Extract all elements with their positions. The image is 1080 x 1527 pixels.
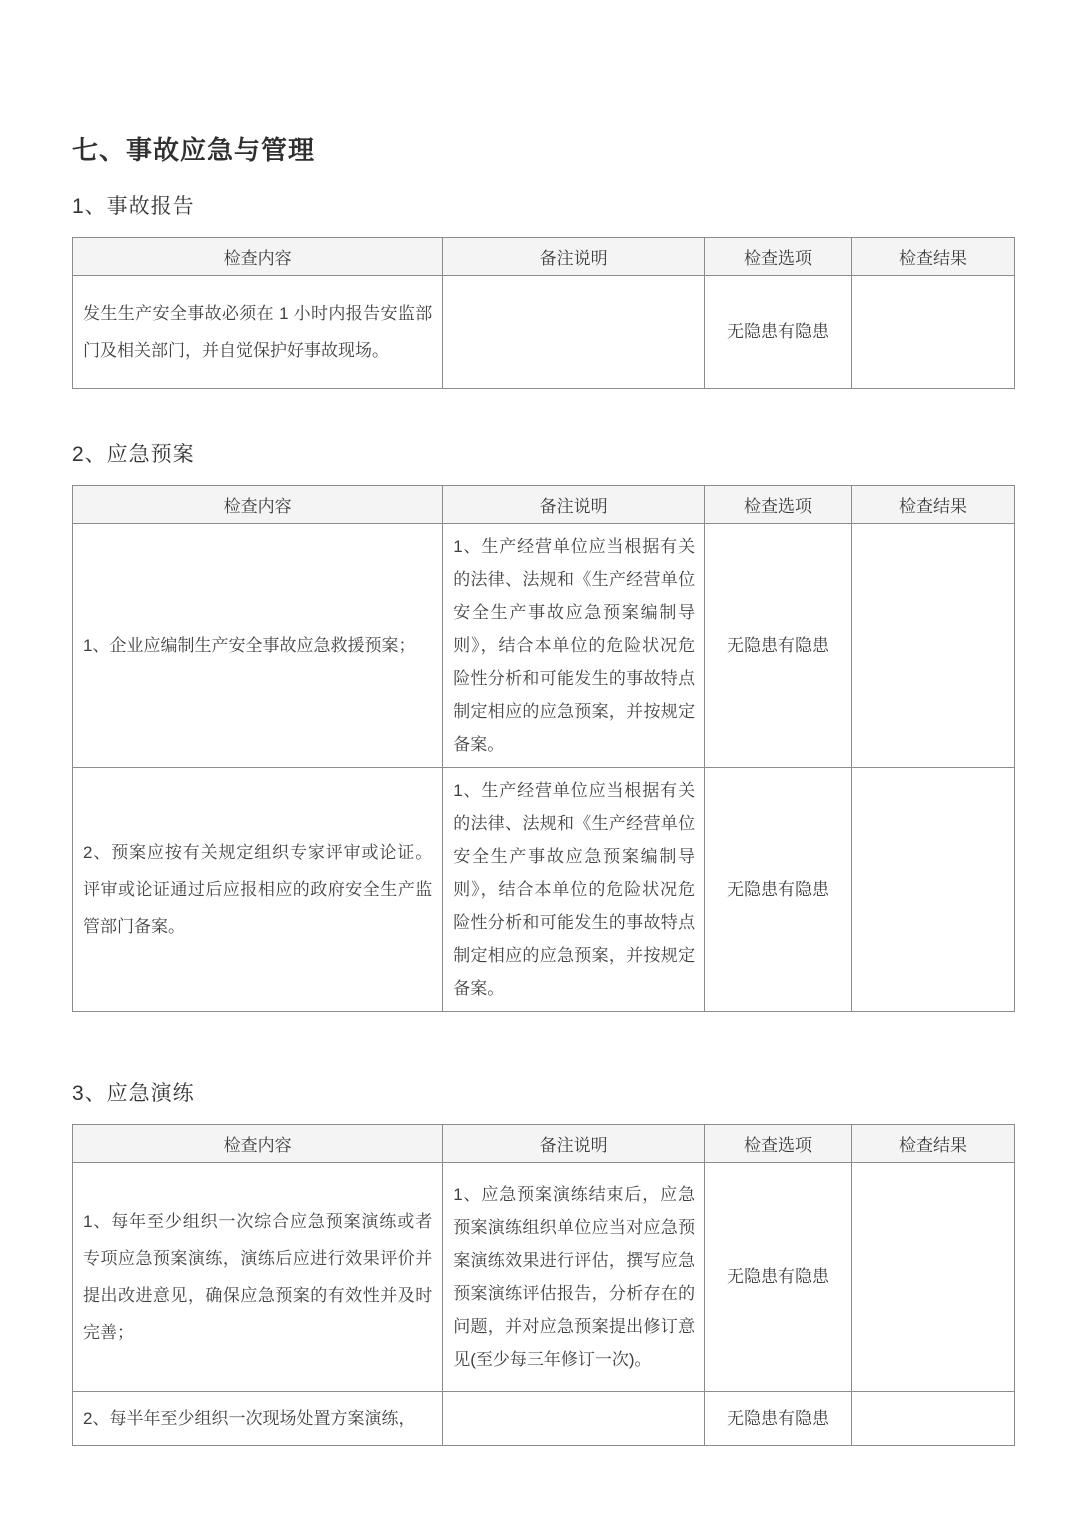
col-header-remark: 备注说明	[443, 238, 705, 276]
cell-remark: 1、生产经营单位应当根据有关的法律、法规和《生产经营单位安全生产事故应急预案编制导则》，结合本单位的危险状况危险性分析和可能发生的事故特点制定相应的应急预案，并按规定备案。	[443, 524, 705, 768]
section-gap	[72, 1012, 1015, 1080]
col-header-check-option: 检查选项	[705, 238, 852, 276]
section-heading-accident-report: 1、事故报告	[72, 195, 195, 218]
section-heading-emergency-plan: 2、应急预案	[72, 443, 195, 466]
checklist-table-emergency-drill	[72, 1124, 1015, 1446]
cell-check-option: 无隐患有隐患	[705, 524, 852, 768]
col-header-check-result: 检查结果	[852, 486, 1015, 524]
section-accident-report	[72, 193, 1015, 389]
col-header-remark: 备注说明	[443, 486, 705, 524]
cell-remark	[443, 1392, 705, 1446]
col-header-check-option: 检查选项	[705, 486, 852, 524]
section-heading-emergency-drill: 3、应急演练	[72, 1082, 195, 1105]
checklist-table-emergency-plan	[72, 485, 1015, 1012]
col-header-check-option: 检查选项	[705, 1125, 852, 1163]
col-header-check-content: 检查内容	[73, 238, 443, 276]
cell-check-option: 无隐患有隐患	[705, 768, 852, 1012]
table-row	[73, 524, 1015, 768]
table-row	[73, 1163, 1015, 1392]
cell-check-option: 无隐患有隐患	[705, 1392, 852, 1446]
col-header-check-result: 检查结果	[852, 1125, 1015, 1163]
cell-remark	[443, 276, 705, 389]
cell-check-option: 无隐患有隐患	[705, 1163, 852, 1392]
cell-check-result	[852, 1163, 1015, 1392]
col-header-remark: 备注说明	[443, 1125, 705, 1163]
cell-check-content: 发生生产安全事故必须在 1 小时内报告安监部门及相关部门，并自觉保护好事故现场。	[73, 276, 443, 389]
section-emergency-plan	[72, 441, 1015, 1012]
cell-check-result	[852, 276, 1015, 389]
table-header-row	[73, 1125, 1015, 1163]
table-header-row	[73, 486, 1015, 524]
table-row	[73, 276, 1015, 389]
cell-remark: 1、应急预案演练结束后，应急预案演练组织单位应当对应急预案演练效果进行评估，撰写应急预案演练评估报告，分析存在的问题，并对应急预案提出修订意见(至少每三年修订一次)。	[443, 1163, 705, 1392]
table-header-row	[73, 238, 1015, 276]
col-header-check-content: 检查内容	[73, 486, 443, 524]
cell-check-content: 1、企业应编制生产安全事故应急救援预案；	[73, 524, 443, 768]
cell-check-content: 1、每年至少组织一次综合应急预案演练或者专项应急预案演练，演练后应进行效果评价并提出改进意见，确保应急预案的有效性并及时完善；	[73, 1163, 443, 1392]
cell-check-content: 2、每半年至少组织一次现场处置方案演练，	[73, 1392, 443, 1446]
cell-check-result	[852, 1392, 1015, 1446]
table-row	[73, 768, 1015, 1012]
section-gap	[72, 389, 1015, 441]
cell-check-option: 无隐患有隐患	[705, 276, 852, 389]
col-header-check-content: 检查内容	[73, 1125, 443, 1163]
cell-check-result	[852, 524, 1015, 768]
cell-remark: 1、生产经营单位应当根据有关的法律、法规和《生产经营单位安全生产事故应急预案编制导则》，结合本单位的危险状况危险性分析和可能发生的事故特点制定相应的应急预案，并按规定备案。	[443, 768, 705, 1012]
checklist-table-accident-report	[72, 237, 1015, 389]
table-row	[73, 1392, 1015, 1446]
cell-check-content: 2、预案应按有关规定组织专家评审或论证。评审或论证通过后应报相应的政府安全生产监管部门备案。	[73, 768, 443, 1012]
col-header-check-result: 检查结果	[852, 238, 1015, 276]
cell-check-result	[852, 768, 1015, 1012]
section-emergency-drill	[72, 1080, 1015, 1446]
page-title: 七、事故应急与管理	[72, 135, 316, 165]
